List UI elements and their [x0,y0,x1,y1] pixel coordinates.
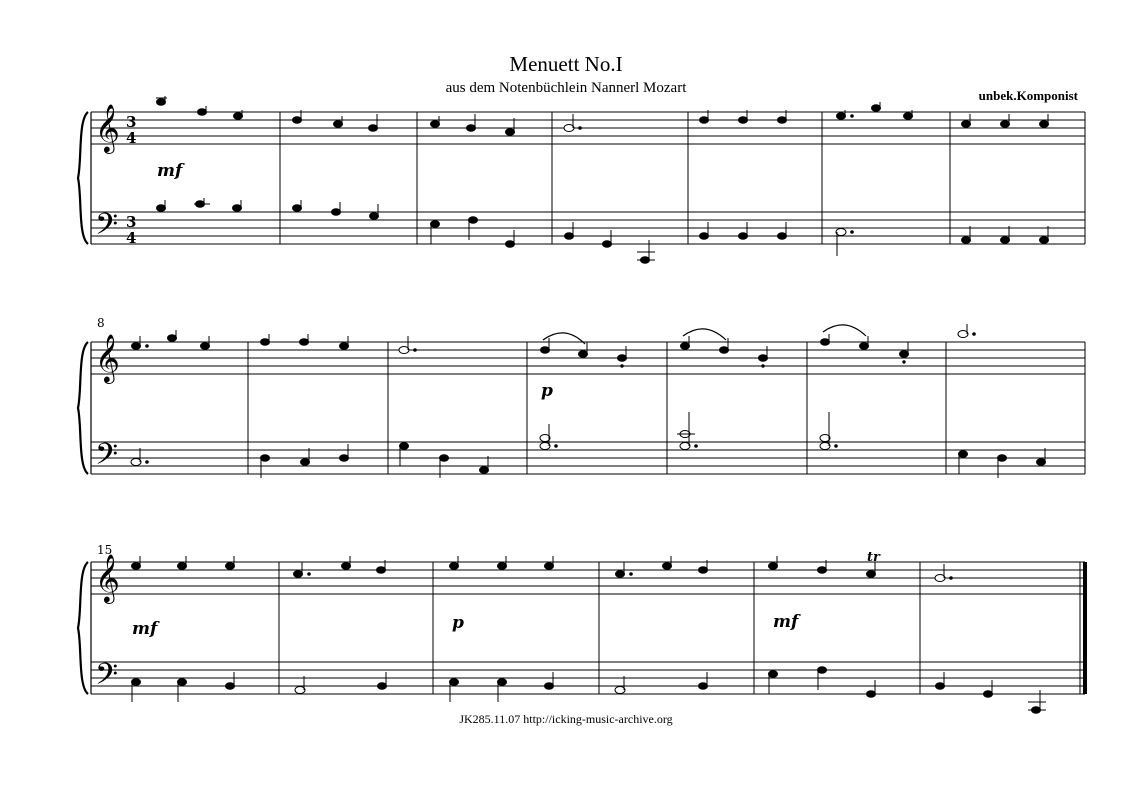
treble-clef-icon: 𝄞 [95,553,120,602]
treble-notes [156,96,1049,135]
system-1-brace [78,112,88,244]
treble-clef-icon: 𝄞 [95,103,120,152]
system-2 [78,316,1085,479]
dynamic-marking: mf [157,161,183,181]
time-signature-top: 3 [126,213,137,231]
barlines [279,562,920,694]
bass-clef-icon: 𝄢 [95,208,119,249]
bass-notes [131,412,1046,478]
barlines [280,112,1085,244]
slurs [543,325,866,344]
system-3-brace [78,562,88,694]
system-2-brace [78,342,88,474]
dynamic-marking: mf [132,619,158,639]
footer-source-credit: JK285.11.07 http://icking-music-archive.org [459,712,673,726]
treble-clef-icon: 𝄞 [95,333,120,382]
bass-staff [91,442,1085,474]
system-1 [78,96,1085,263]
piece-subtitle: aus dem Notenbüchlein Nannerl Mozart [445,80,687,96]
bass-staff [91,662,1085,694]
bass-staff [91,212,1085,244]
time-signature-top: 3 [126,113,137,131]
dynamic-marking: p [452,613,464,633]
bass-notes [132,667,1047,714]
treble-notes [132,324,976,367]
dynamic-marking: mf [773,612,799,632]
bass-notes [157,198,1049,263]
system-3 [78,543,1085,713]
piece-title: Menuett No.I [509,52,623,76]
dynamic-marking: p [541,381,553,401]
time-signature-bottom: 4 [126,129,137,147]
time-signature-bottom: 4 [126,229,137,247]
bass-clef-icon: 𝄢 [95,438,119,479]
treble-staff [91,342,1085,374]
measure-number: 8 [97,316,105,330]
trill-ornament: tr [867,550,880,565]
bass-clef-icon: 𝄢 [95,658,119,699]
final-double-barline [1080,562,1085,694]
composer-credit: unbek.Komponist [978,88,1078,103]
measure-number: 15 [97,543,113,557]
